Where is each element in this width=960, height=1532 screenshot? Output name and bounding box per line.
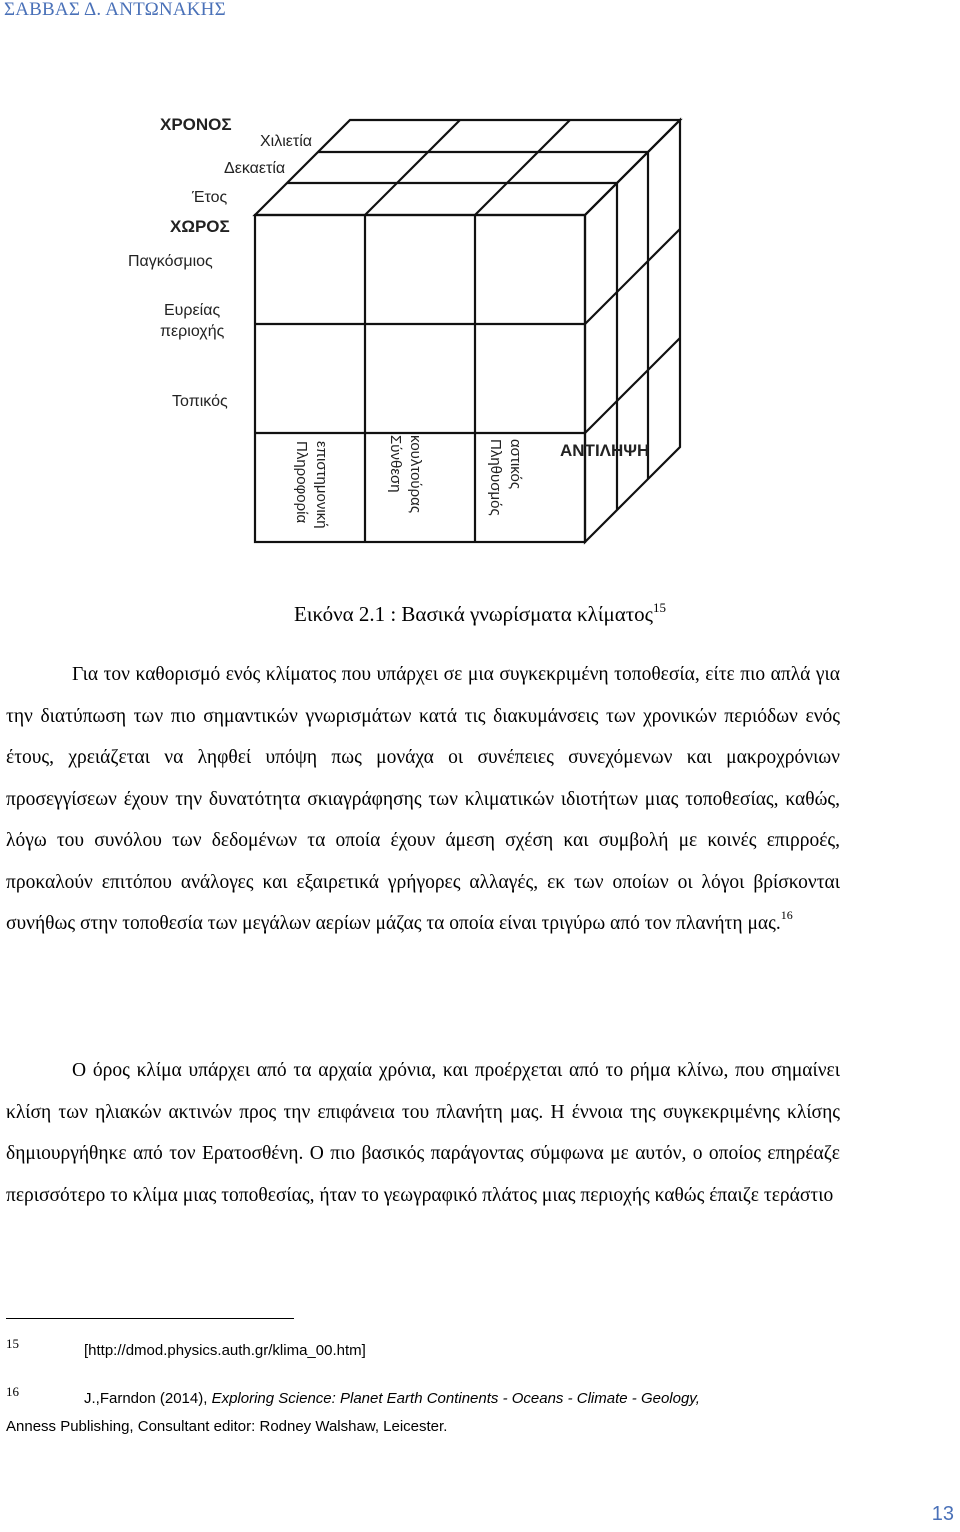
vlabel-culture-b: κουλτούρας (407, 435, 424, 514)
label-space: ΧΩΡΟΣ (170, 217, 230, 236)
footnote-16-number: 16 (6, 1384, 19, 1399)
vlabel-info-b: επιστημονική (313, 441, 330, 529)
figure-caption (0, 600, 960, 627)
footnote-16-citation (84, 1390, 700, 1407)
label-millennium: Χιλιετία (260, 133, 313, 150)
vlabel-pop-b: αστικός (507, 439, 524, 490)
footnote-15-number: 15 (6, 1336, 19, 1351)
label-year: Έτος (192, 189, 228, 206)
label-perception: ΑΝΤΙΛΗΨΗ (560, 441, 650, 460)
caption-text: Εικόνα 2.1 : Βασικά γνωρίσματα κλίματος (294, 602, 653, 626)
paragraph-2-text: Ο όρος κλίμα υπάρχει από τα αρχαία χρόνια, και προέρχεται από το ρήμα κλίνω, που σημαίνει κλίση των ηλιακών ακτινών προς την επιφάνεια του πλανήτη μας. Η έννοια της συγκεκριμένης κλίσης δημιουργήθηκε από τον Ερατοσθένη. Ο πιο βασικός παράγοντας σύμφωνα με αυτόν, ο οποίος επηρέαζε περισσότερο το κλίμα μιας τοποθεσίας, ήταν το γεωγραφικό πλάτος μιας περιοχής καθώς έπαιζε τεράστιο (6, 1060, 840, 1206)
footnote-16-author: J.,Farndon (2014), (84, 1390, 208, 1407)
label-local: Τοπικός (172, 393, 228, 410)
paragraph-1-text: Για τον καθορισμό ενός κλίματος που υπάρχει σε μια συγκεκριμένη τοποθεσία, είτε πιο απλά για την διατύπωση των πιο σημαντικών γνωρισμάτων κατά τις διακυμάνσεις των χρονικών περιόδων ενός έτους, χρειάζεται να ληφθεί υπόψη πως μονάχα οι συνέπειες συνεχόμενων και μακροχρόνιων προσεγγίσεων έχουν την δυνατότητα σκιαγράφησης των κλιματικών ιδιοτήτων μιας τοποθεσίας, καθώς, λόγω του συνόλου των δεδομένων τα οποία έχουν άμεση σχέση και συμβολή με κοινές επιρροές, προκαλούν επιτόπου ανάλογες και εξαιρετικά γρήγορες αλλαγές, εκ των οποίων οι λόγοι βρίσκονται συνήθως στην τοποθεσία των μεγάλων αερίων μάζας τα οποία είναι τριγύρω από τον πλανήτη μας. (6, 664, 840, 934)
label-decade: Δεκαετία (224, 160, 286, 177)
running-header: ΣΑΒΒΑΣ Δ. ΑΝΤΩΝΑΚΗΣ (4, 0, 226, 20)
footnote-16-publisher: Anness Publishing, Consultant editor: Rodney Walshaw, Leicester. (6, 1418, 448, 1435)
label-global: Παγκόσμιος (128, 253, 213, 270)
vlabel-info-a: Πληροφορία (293, 441, 310, 524)
climate-cube-figure (120, 105, 710, 565)
page-number: 13 (931, 1503, 954, 1525)
paragraph-1-footnote-ref: 16 (780, 908, 793, 922)
footnote-divider (6, 1318, 294, 1319)
label-wide-2: περιοχής (160, 323, 225, 340)
vlabel-culture-a: Σύνθεση (387, 435, 404, 493)
paragraph-1 (6, 654, 840, 945)
label-time: ΧΡΟΝΟΣ (160, 115, 232, 134)
vlabel-pop-a: Πληθυσμός (487, 439, 504, 516)
label-wide-1: Ευρείας (164, 302, 221, 319)
footnote-16-title: Exploring Science: Planet Earth Continents - Oceans - Climate - Geology, (211, 1390, 700, 1407)
paragraph-2 (6, 1050, 840, 1216)
caption-footnote-ref: 15 (653, 600, 666, 615)
footnote-15-text: [http://dmod.physics.auth.gr/klima_00.htm] (84, 1342, 366, 1359)
